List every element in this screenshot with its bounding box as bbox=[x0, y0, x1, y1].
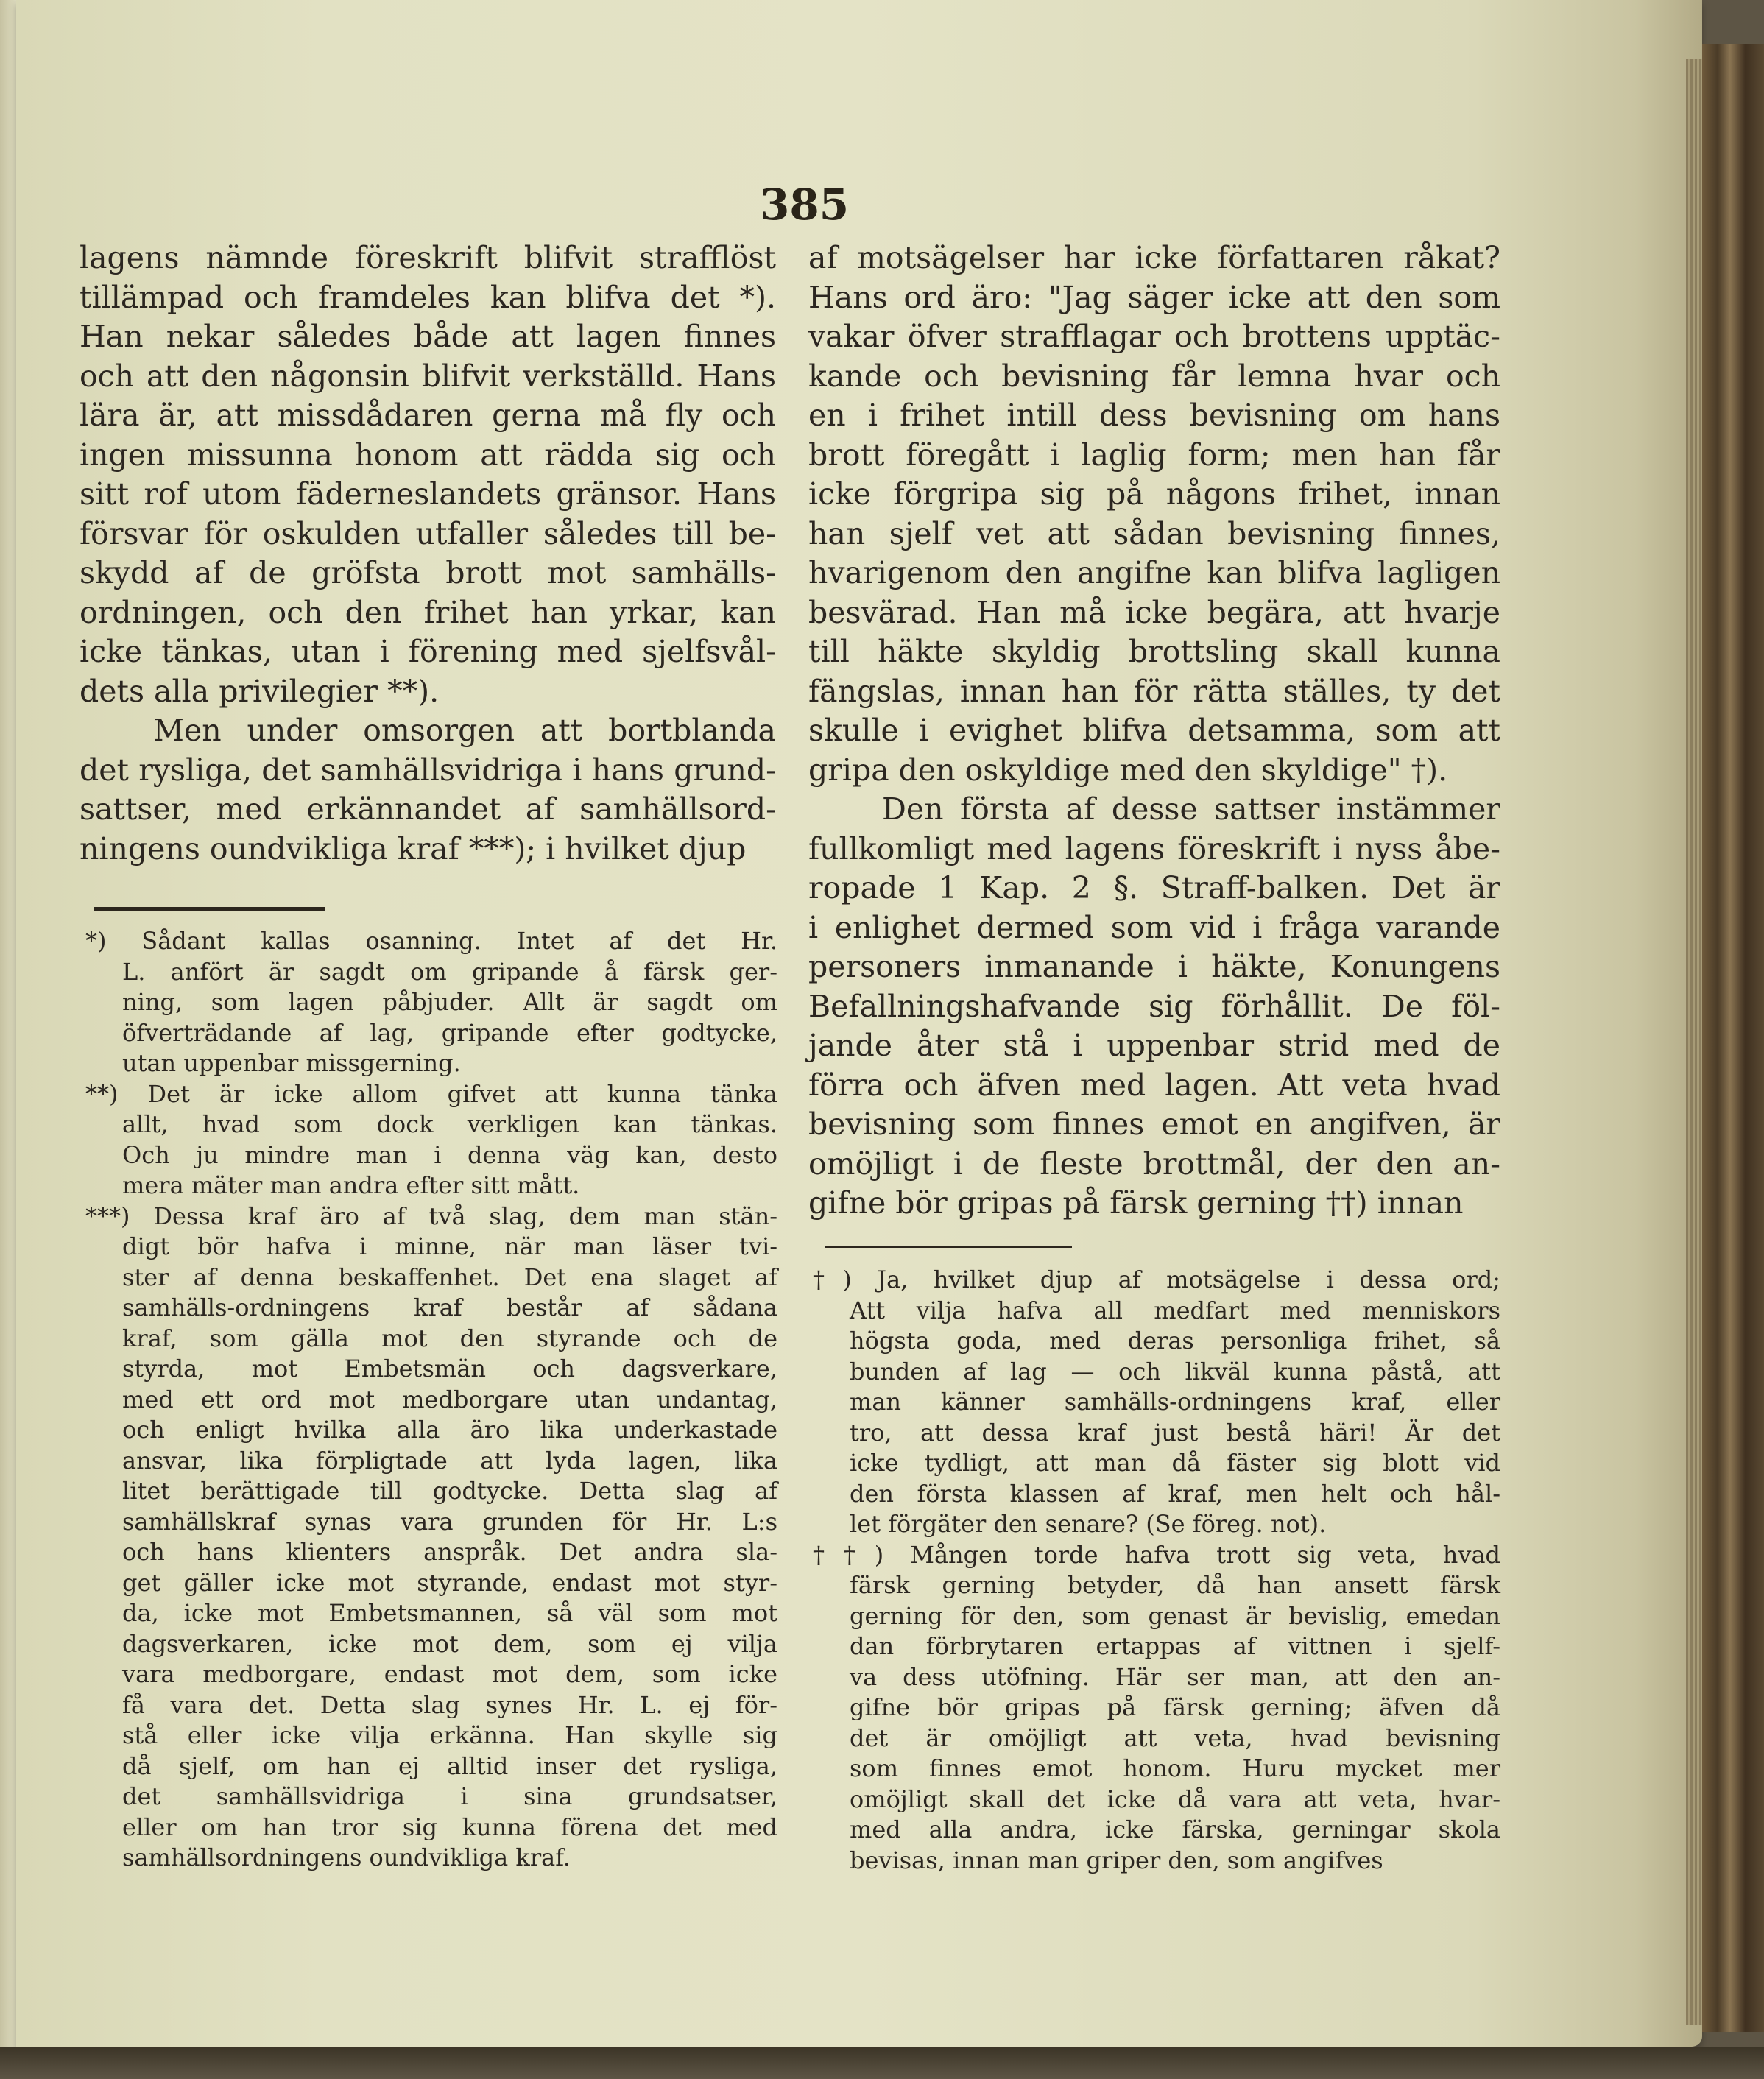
text-line: icke tänkas, utan i förening med sjelfsvål- bbox=[80, 634, 776, 669]
text-line: skydd af de gröfsta brott mot samhälls- bbox=[80, 555, 776, 590]
footnote-line: eller om han tror sig kunna förena det med bbox=[122, 1812, 777, 1841]
footnote-line: tro, att dessa kraf just bestå häri! Är det bbox=[850, 1418, 1500, 1447]
text-line: ordningen, och den frihet han yrkar, kan bbox=[80, 594, 776, 630]
footnote-line: dagsverkaren, icke mot dem, som ej vilja bbox=[122, 1629, 777, 1658]
footnote-line: L. anfört är sagdt om gripande å färsk ger- bbox=[122, 957, 777, 986]
footnote-line: stå eller icke vilja erkänna. Han skylle sig bbox=[122, 1721, 777, 1749]
footnote-line: let förgäter den senare? (Se föreg. not). bbox=[850, 1510, 1327, 1538]
text-line: ningens oundvikliga kraf ***); i hvilket djup bbox=[80, 830, 747, 866]
footnote-line: få vara det. Detta slag synes Hr. L. ej för- bbox=[122, 1690, 777, 1719]
footnote-line: omöjligt skall det icke då vara att veta, hvar- bbox=[850, 1785, 1500, 1813]
text-line: brott föregått i laglig form; men han får bbox=[808, 437, 1500, 473]
footnote-line: mera mäter man andra efter sitt mått. bbox=[122, 1171, 580, 1199]
text-line: af motsägelser har icke författaren råkat? bbox=[808, 240, 1500, 275]
footnote-line: samhälls-ordningens kraf består af sådana bbox=[122, 1293, 777, 1321]
footnote-line: get gäller icke mot styrande, endast mot styr- bbox=[122, 1568, 777, 1597]
footnote-line: det är omöjligt att veta, hvad bevisning bbox=[850, 1723, 1500, 1752]
footnote bbox=[81, 1201, 777, 1874]
footnote-line: med alla andra, icke färska, gerningar skola bbox=[850, 1815, 1500, 1843]
right-footnotes bbox=[808, 1265, 1500, 1876]
text-line: personers inmanande i häkte, Konungens bbox=[808, 949, 1500, 984]
footnote bbox=[808, 1540, 1500, 1877]
text-line: Den första af desse sattser instämmer bbox=[882, 791, 1500, 827]
right-column-text bbox=[808, 239, 1500, 1224]
text-line: bevisning som finnes emot en angifven, är bbox=[808, 1106, 1500, 1142]
text-line: fängslas, innan han för rätta ställes, ty det bbox=[808, 673, 1500, 709]
text-line: icke förgripa sig på någons frihet, innan bbox=[808, 476, 1500, 512]
footnote-line: Att vilja hafva all medfart med menniskors bbox=[850, 1296, 1500, 1324]
footnote-line: ster af denna beskaffenhet. Det ena slaget af bbox=[122, 1263, 777, 1291]
text-line: sitt rof utom fäderneslandets gränsor. Hans bbox=[80, 476, 776, 512]
footnote-line: **) Det är icke allom gifvet att kunna tänka bbox=[85, 1079, 777, 1108]
footnote-line: Och ju mindre man i denna väg kan, desto bbox=[122, 1140, 777, 1169]
text-line: dets alla privilegier **). bbox=[80, 673, 440, 709]
text-line: han sjelf vet att sådan bevisning finnes, bbox=[808, 515, 1500, 551]
left-footnotes bbox=[81, 926, 777, 1874]
footnote-line: gifne bör gripas på färsk gerning; äfven då bbox=[850, 1693, 1500, 1721]
text-line: gripa den oskyldige med den skyldige" †). bbox=[808, 752, 1448, 788]
footnote-line: samhällskraf synas vara grunden för Hr. L:s bbox=[122, 1507, 777, 1536]
text-line: tillämpad och framdeles kan blifva det *). bbox=[80, 279, 776, 315]
footnote-line: färsk gerning betyder, då han ansett färsk bbox=[850, 1571, 1500, 1599]
text-line: Han nekar således både att lagen finnes bbox=[80, 319, 776, 354]
footnote-line: bevisas, innan man griper den, som angifves bbox=[850, 1846, 1383, 1874]
footnote-line: da, icke mot Embetsmannen, så väl som mot bbox=[122, 1599, 777, 1627]
footnote-line: ***) Dessa kraf äro af två slag, dem man stän- bbox=[85, 1201, 777, 1230]
text-line: hvarigenom den angifne kan blifva lagligen bbox=[808, 555, 1500, 590]
text-line: jande åter stå i uppenbar strid med de bbox=[808, 1028, 1500, 1063]
footnote bbox=[81, 926, 777, 1079]
footnote-line: ††) Mången torde hafva trott sig veta, hvad bbox=[813, 1540, 1500, 1569]
text-line: gifne bör gripas på färsk gerning ††) innan bbox=[808, 1185, 1464, 1221]
footnote-line: öfverträdande af lag, gripande efter godtycke, bbox=[122, 1018, 777, 1047]
footnote-line: och hans klienters anspråk. Det andra sla- bbox=[122, 1538, 777, 1566]
text-line: i enlighet dermed som vid i fråga varande bbox=[808, 909, 1500, 945]
text-line: ingen missunna honom att rädda sig och bbox=[80, 437, 776, 473]
text-line: vakar öfver strafflagar och brottens upptäc- bbox=[808, 319, 1500, 354]
footnote-line: styrda, mot Embetsmän och dagsverkare, bbox=[122, 1355, 777, 1383]
text-line: försvar för oskulden utfaller således till be- bbox=[80, 515, 776, 551]
footnote-line: †) Ja, hvilket djup af motsägelse i dessa ord; bbox=[813, 1266, 1500, 1293]
page-stack-edge bbox=[1686, 59, 1702, 2025]
footnote-line: med ett ord mot medborgare utan undantag, bbox=[122, 1385, 777, 1413]
footnote-line: utan uppenbar missgerning. bbox=[122, 1049, 461, 1077]
book-cover-edge bbox=[1702, 44, 1764, 2032]
page-number: 385 bbox=[760, 180, 850, 230]
footnote-line: gerning för den, som genast är bevislig, emedan bbox=[850, 1601, 1500, 1630]
footnote bbox=[81, 1079, 777, 1201]
text-line: Hans ord äro: "Jag säger icke att den som bbox=[808, 279, 1500, 315]
footnote-line: allt, hvad som dock verkligen kan tänkas. bbox=[122, 1110, 777, 1138]
text-line: skulle i evighet blifva detsamma, som att bbox=[808, 713, 1500, 748]
footnote-line: kraf, som gälla mot den styrande och de bbox=[122, 1324, 777, 1352]
footnote-line: den första klassen af kraf, men helt och hål- bbox=[850, 1479, 1500, 1508]
footnote-line: va dess utöfning. Här ser man, att den an- bbox=[850, 1662, 1500, 1691]
text-line: omöjligt i de fleste brottmål, der den an- bbox=[808, 1146, 1500, 1182]
footnote-line: det samhällsvidriga i sina grundsatser, bbox=[122, 1782, 777, 1810]
footnote-rule-left bbox=[94, 907, 325, 911]
left-column-text bbox=[80, 239, 776, 869]
footnote-line: ansvar, lika förpligtade att lyda lagen, lika bbox=[122, 1446, 777, 1475]
text-line: kande och bevisning får lemna hvar och bbox=[808, 358, 1500, 394]
text-line: till häkte skyldig brottsling skall kunna bbox=[808, 634, 1500, 669]
text-line: Befallningshafvande sig förhållit. De föl- bbox=[808, 988, 1500, 1024]
text-line: fullkomligt med lagens föreskrift i nyss åbe- bbox=[808, 830, 1500, 866]
text-line: besvärad. Han må icke begära, att hvarje bbox=[808, 594, 1500, 630]
footnote-line: litet berättigade till godtycke. Detta slag af bbox=[122, 1477, 777, 1505]
footnote-line: ning, som lagen påbjuder. Allt är sagdt om bbox=[122, 988, 777, 1016]
facing-page-edge bbox=[0, 0, 16, 2079]
footnote-line: och enligt hvilka alla äro lika underkastade bbox=[122, 1416, 777, 1444]
footnote-line: bunden af lag — och likväl kunna påstå, att bbox=[850, 1357, 1500, 1386]
footnote-line: samhällsordningens oundvikliga kraf. bbox=[122, 1843, 571, 1871]
text-line: ropade 1 Kap. 2 §. Straff-balken. Det är bbox=[808, 870, 1500, 906]
footnote-line: dan förbrytaren ertappas af vittnen i sjelf- bbox=[850, 1632, 1500, 1660]
footnote bbox=[808, 1265, 1500, 1540]
footnote-line: man känner samhälls-ordningens kraf, eller bbox=[850, 1388, 1500, 1416]
footnote-rule-right bbox=[825, 1246, 1072, 1248]
text-line: och att den någonsin blifvit verkställd. Hans bbox=[80, 358, 776, 394]
text-line: lagens nämnde föreskrift blifvit strafflöst bbox=[80, 240, 776, 275]
text-line: sattser, med erkännandet af samhällsord- bbox=[80, 791, 776, 827]
footnote-line: högsta goda, med deras personliga frihet, så bbox=[850, 1327, 1500, 1355]
footnote-line: icke tydligt, att man då fäster sig blott vid bbox=[850, 1449, 1500, 1477]
text-line: en i frihet intill dess bevisning om hans bbox=[808, 398, 1500, 433]
footnote-line: digt bör hafva i minne, när man läser tvi- bbox=[122, 1232, 777, 1260]
footnote-line: som finnes emot honom. Huru mycket mer bbox=[850, 1754, 1500, 1782]
footnote-line: *) Sådant kallas osanning. Intet af det Hr. bbox=[85, 927, 777, 955]
footnote-line: vara medborgare, endast mot dem, som icke bbox=[122, 1660, 777, 1688]
text-line: lära är, att missdådaren gerna må fly och bbox=[80, 398, 776, 433]
footnote-line: då sjelf, om han ej alltid inser det rysliga, bbox=[122, 1751, 777, 1780]
text-line: förra och äfven med lagen. Att veta hvad bbox=[808, 1067, 1500, 1103]
text-line: det rysliga, det samhällsvidriga i hans grund- bbox=[80, 752, 776, 788]
background-shadow bbox=[0, 2047, 1764, 2079]
text-line: Men under omsorgen att bortblanda bbox=[153, 713, 776, 748]
